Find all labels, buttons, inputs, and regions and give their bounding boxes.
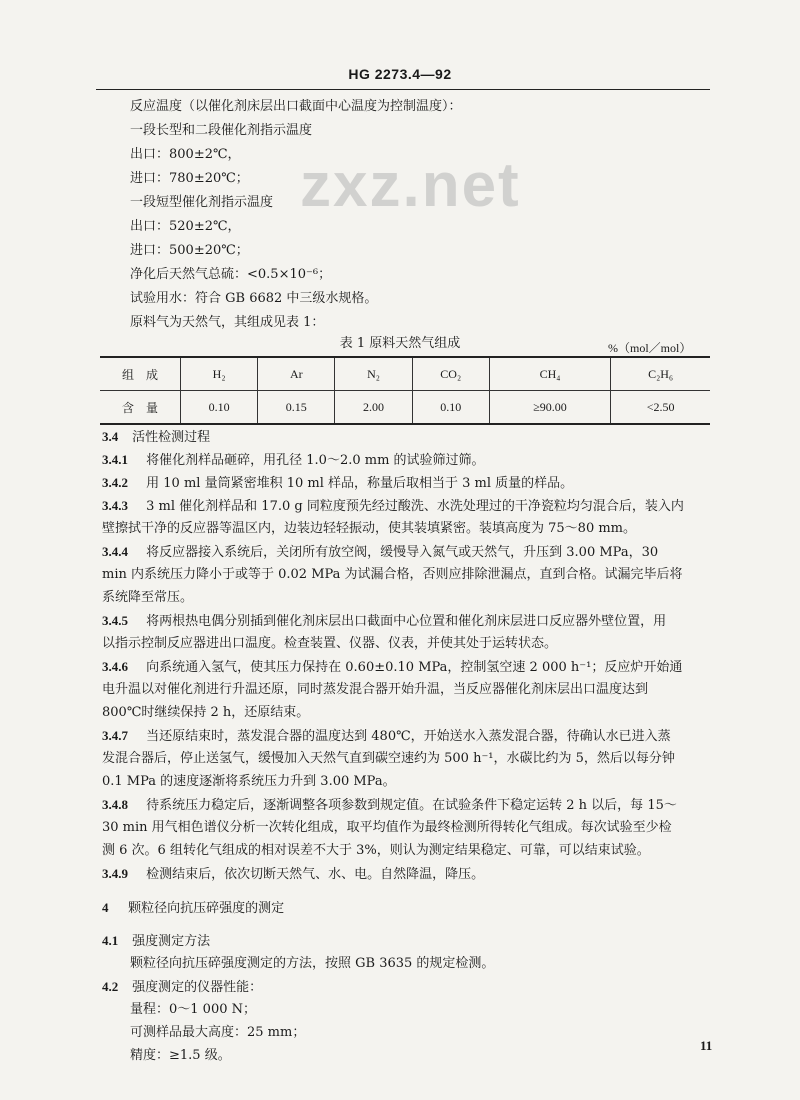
clause-number: 3.4.4: [102, 544, 128, 559]
clause: [102, 474, 573, 493]
clause-text: 发混合器后，停止送氢气，缓慢加入天然气直到碳空速约为 500 h⁻¹，水碳比约为 5，然后以每分钟: [102, 751, 675, 766]
clause: [102, 727, 671, 746]
table-cell: <2.50: [611, 391, 710, 425]
clause-text: 30 min 用气相色谱仪分析一次转化组成，取平均值作为最终检测所得转化气组成。每次试验至少检: [102, 820, 672, 835]
intro-line: 试验用水：符合 GB 6682 中三级水规格。: [130, 291, 378, 306]
table-cell: ≥90.00: [489, 391, 610, 425]
subsection-heading: [102, 978, 262, 997]
table-header-label: 组 成: [100, 357, 181, 391]
section-title: 活性检测过程: [132, 430, 211, 445]
clause-text: 以指示控制反应器进出口温度。检查装置、仪器、仪表，并使其处于运转状态。: [102, 636, 558, 651]
table-col-co2: CO₂: [412, 357, 489, 391]
clause-number: 3.4.3: [102, 498, 128, 513]
subsection-heading: [102, 932, 210, 951]
clause-text: 用 10 ml 量筒紧密堆积 10 ml 样品，称量后取相当于 3 ml 质量的样品。: [146, 476, 574, 491]
spec-line: 精度：≥1.5 级。: [130, 1048, 231, 1063]
intro-line: 原料气为天然气，其组成见表 1：: [130, 315, 325, 330]
clause: [102, 865, 484, 884]
clause: [102, 658, 682, 677]
intro-line: 出口：800±2℃，: [130, 147, 241, 162]
table-cell: 0.15: [258, 391, 335, 425]
section-title: 颗粒径向抗压碎强度的测定: [128, 901, 285, 916]
table-unit: %（mol／mol）: [608, 341, 692, 355]
clause-number: 3.4.9: [102, 866, 128, 881]
section-heading: [102, 899, 284, 918]
section-number: 4: [102, 900, 109, 915]
clause-number: 3.4.8: [102, 797, 128, 812]
clause-text: 系统降至常压。: [102, 590, 194, 605]
table-cell: 0.10: [412, 391, 489, 425]
intro-line: 进口：500±20℃；: [130, 243, 249, 258]
clause-text: 电升温以对催化剂进行升温还原，同时蒸发混合器开始升温，当反应器催化剂床层出口温度达到: [102, 682, 649, 697]
clause-number: 3.4.1: [102, 452, 128, 467]
table-caption: 表 1 原料天然气组成: [339, 336, 461, 351]
table-cell: 2.00: [335, 391, 412, 425]
clause-text: 待系统压力稳定后，逐渐调整各项参数到规定值。在试验条件下稳定运转 2 h 以后，每 15～: [146, 798, 677, 813]
section-number: 3.4: [102, 429, 119, 444]
header-rule: [96, 89, 710, 90]
clause: [102, 612, 666, 631]
clause: [102, 451, 485, 470]
table-row: [100, 391, 710, 425]
intro-line: 一段短型催化剂指示温度: [130, 195, 274, 210]
clause-text: min 内系统压力降小于或等于 0.02 MPa 为试漏合格，否则应排除泄漏点，直到合格。试漏完毕后将: [102, 567, 683, 582]
subsection-number: 4.1: [102, 933, 119, 948]
clause: [102, 796, 677, 815]
clause-text: 800℃时继续保持 2 h，还原结束。: [102, 705, 310, 720]
clause: [102, 543, 658, 562]
spec-line: 量程：0～1 000 N；: [130, 1002, 256, 1017]
clause-text: 当还原结束时，蒸发混合器的温度达到 480℃，开始送水入蒸发混合器，待确认水已进入蒸: [146, 729, 671, 744]
clause-text: 壁擦拭干净的反应器等温区内，边装边轻轻振动，使其装填紧密。装填高度为 75～80 mm。: [102, 521, 637, 536]
composition-table: [100, 356, 710, 425]
page-number: 11: [700, 1038, 713, 1053]
subsection-title: 强度测定方法: [132, 934, 211, 949]
intro-line: 一段长型和二段催化剂指示温度: [130, 123, 313, 138]
table-header-row: [100, 357, 710, 391]
clause-text: 测 6 次。6 组转化气组成的相对误差不大于 3%，则认为测定结果稳定、可靠，可以结束试验。: [102, 843, 650, 858]
clause-number: 3.4.6: [102, 659, 128, 674]
clause-text: 3 ml 催化剂样品和 17.0 g 同粒度预先经过酸洗、水洗处理过的干净瓷粒均匀混合后，装入内: [146, 499, 684, 514]
watermark: zxz.net: [300, 151, 521, 220]
clause-text: 检测结束后，依次切断天然气、水、电。自然降温，降压。: [146, 867, 485, 882]
table-col-c2h6: C₂H₆: [611, 357, 710, 391]
intro-line: 出口：520±2℃，: [130, 219, 241, 234]
table-col-ar: Ar: [258, 357, 335, 391]
section-heading: [102, 428, 210, 447]
table-col-ch4: CH₄: [489, 357, 610, 391]
table-col-h2: H₂: [181, 357, 258, 391]
clause-text: 将反应器接入系统后，关闭所有放空阀，缓慢导入氮气或天然气，升压到 3.00 MPa，30: [146, 545, 659, 560]
clause-text: 将催化剂样品砸碎，用孔径 1.0～2.0 mm 的试验筛过筛。: [146, 453, 485, 468]
table-col-n2: N₂: [335, 357, 412, 391]
intro-line: 净化后天然气总硫：<0.5×10⁻⁶；: [130, 267, 332, 282]
subsection-number: 4.2: [102, 979, 119, 994]
table-cell: 0.10: [181, 391, 258, 425]
clause-number: 3.4.7: [102, 728, 128, 743]
standard-code-header: HG 2273.4—92: [348, 66, 452, 82]
clause-text: 将两根热电偶分别插到催化剂床层出口截面中心位置和催化剂床层进口反应器外壁位置，用: [146, 614, 667, 629]
subsection-title: 强度测定的仪器性能：: [132, 980, 263, 995]
table-row-label: 含 量: [100, 391, 181, 425]
intro-line: 进口：780±20℃；: [130, 171, 249, 186]
clause-number: 3.4.2: [102, 475, 128, 490]
spec-line: 可测样品最大高度：25 mm；: [130, 1025, 306, 1040]
clause-text: 0.1 MPa 的速度逐渐将系统压力升到 3.00 MPa。: [102, 774, 396, 789]
subsection-text: 颗粒径向抗压碎强度测定的方法，按照 GB 3635 的规定检测。: [130, 956, 495, 971]
clause-number: 3.4.5: [102, 613, 128, 628]
clause-text: 向系统通入氢气，使其压力保持在 0.60±0.10 MPa，控制氢空速 2 000 h⁻¹；反应炉开始通: [146, 660, 683, 675]
clause: [102, 497, 684, 516]
intro-line: 反应温度（以催化剂床层出口截面中心温度为控制温度）：: [130, 99, 462, 114]
